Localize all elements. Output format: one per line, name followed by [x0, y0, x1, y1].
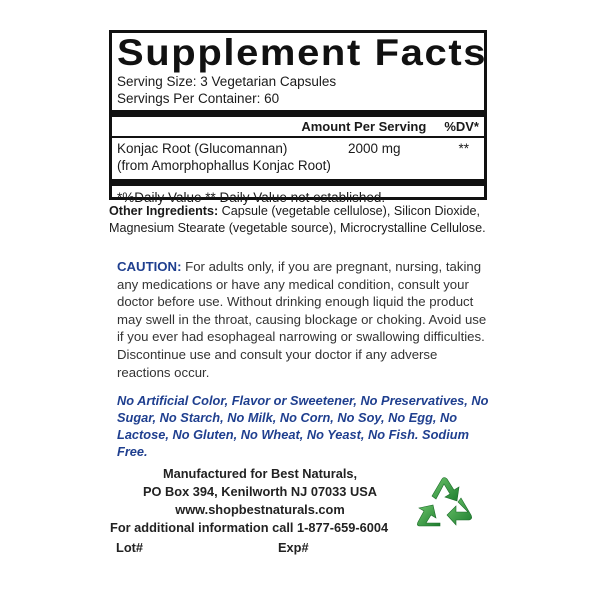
supplement-facts-title: Supplement Facts [117, 32, 488, 73]
caution-text: For adults only, if you are pregnant, nursing, taking any medications or have any medical condition, consult your doctor before use. Without drinking enough liquid the product may swell in the throat, causing blockage or choking. Avoid use if you ever had esophageal narrowing or swallowing difficulties. Discontinue use and consult your doctor if any adverse reactions occur. [117, 259, 487, 380]
ingredient-name: Konjac Root (Glucomannan) [117, 140, 288, 156]
serving-size: Serving Size: 3 Vegetarian Capsules [117, 74, 337, 89]
lot-label: Lot# [116, 540, 144, 555]
manufacturer-address: PO Box 394, Kenilworth NJ 07033 USA [143, 484, 377, 499]
exp-label: Exp# [278, 540, 309, 555]
supplement-facts-panel [109, 30, 488, 205]
manufacturer-info [110, 465, 410, 537]
amount-per-serving-header: Amount Per Serving [301, 119, 427, 134]
ingredient-source: (from Amorphophallus Konjac Root) [117, 157, 331, 173]
caution-statement [117, 258, 489, 381]
other-ingredients-text: Capsule (vegetable cellulose), Silicon Dioxide, Magnesium Stearate (vegetable source), Microcrystalline Cellulose. [109, 204, 486, 235]
manufacturer-name: Manufactured for Best Naturals, [162, 466, 358, 481]
recycle-icon-svg [405, 470, 483, 540]
ingredient-row [117, 138, 479, 176]
daily-value-footnote: *%Daily Value ** Daily Value not established. [117, 189, 386, 205]
free-from-claims: No Artificial Color, Flavor or Sweetener, No Preservatives, No Sugar, No Starch, No Milk, No Corn, No Soy, No Egg, No Lactose, No Gluten, No Wheat, No Yeast, No Fish. Sodium Free. [117, 393, 489, 459]
other-ingredients [109, 203, 499, 237]
servings-per-container: Servings Per Container: 60 [117, 91, 280, 106]
ingredient-amount: 2000 mg [348, 140, 401, 156]
other-ingredients-label: Other Ingredients: [109, 204, 219, 218]
divider-thick [112, 110, 484, 117]
caution-label: CAUTION: [117, 259, 182, 274]
recycle-icon [405, 470, 483, 540]
dv-header: %DV* [444, 119, 479, 134]
divider-thick-bottom [112, 179, 484, 186]
facts-header-row [117, 117, 479, 136]
ingredient-dv: ** [458, 140, 469, 156]
manufacturer-website: www.shopbestnaturals.com [175, 502, 345, 517]
manufacturer-phone: For additional information call 1-877-659-6004 [110, 520, 389, 535]
